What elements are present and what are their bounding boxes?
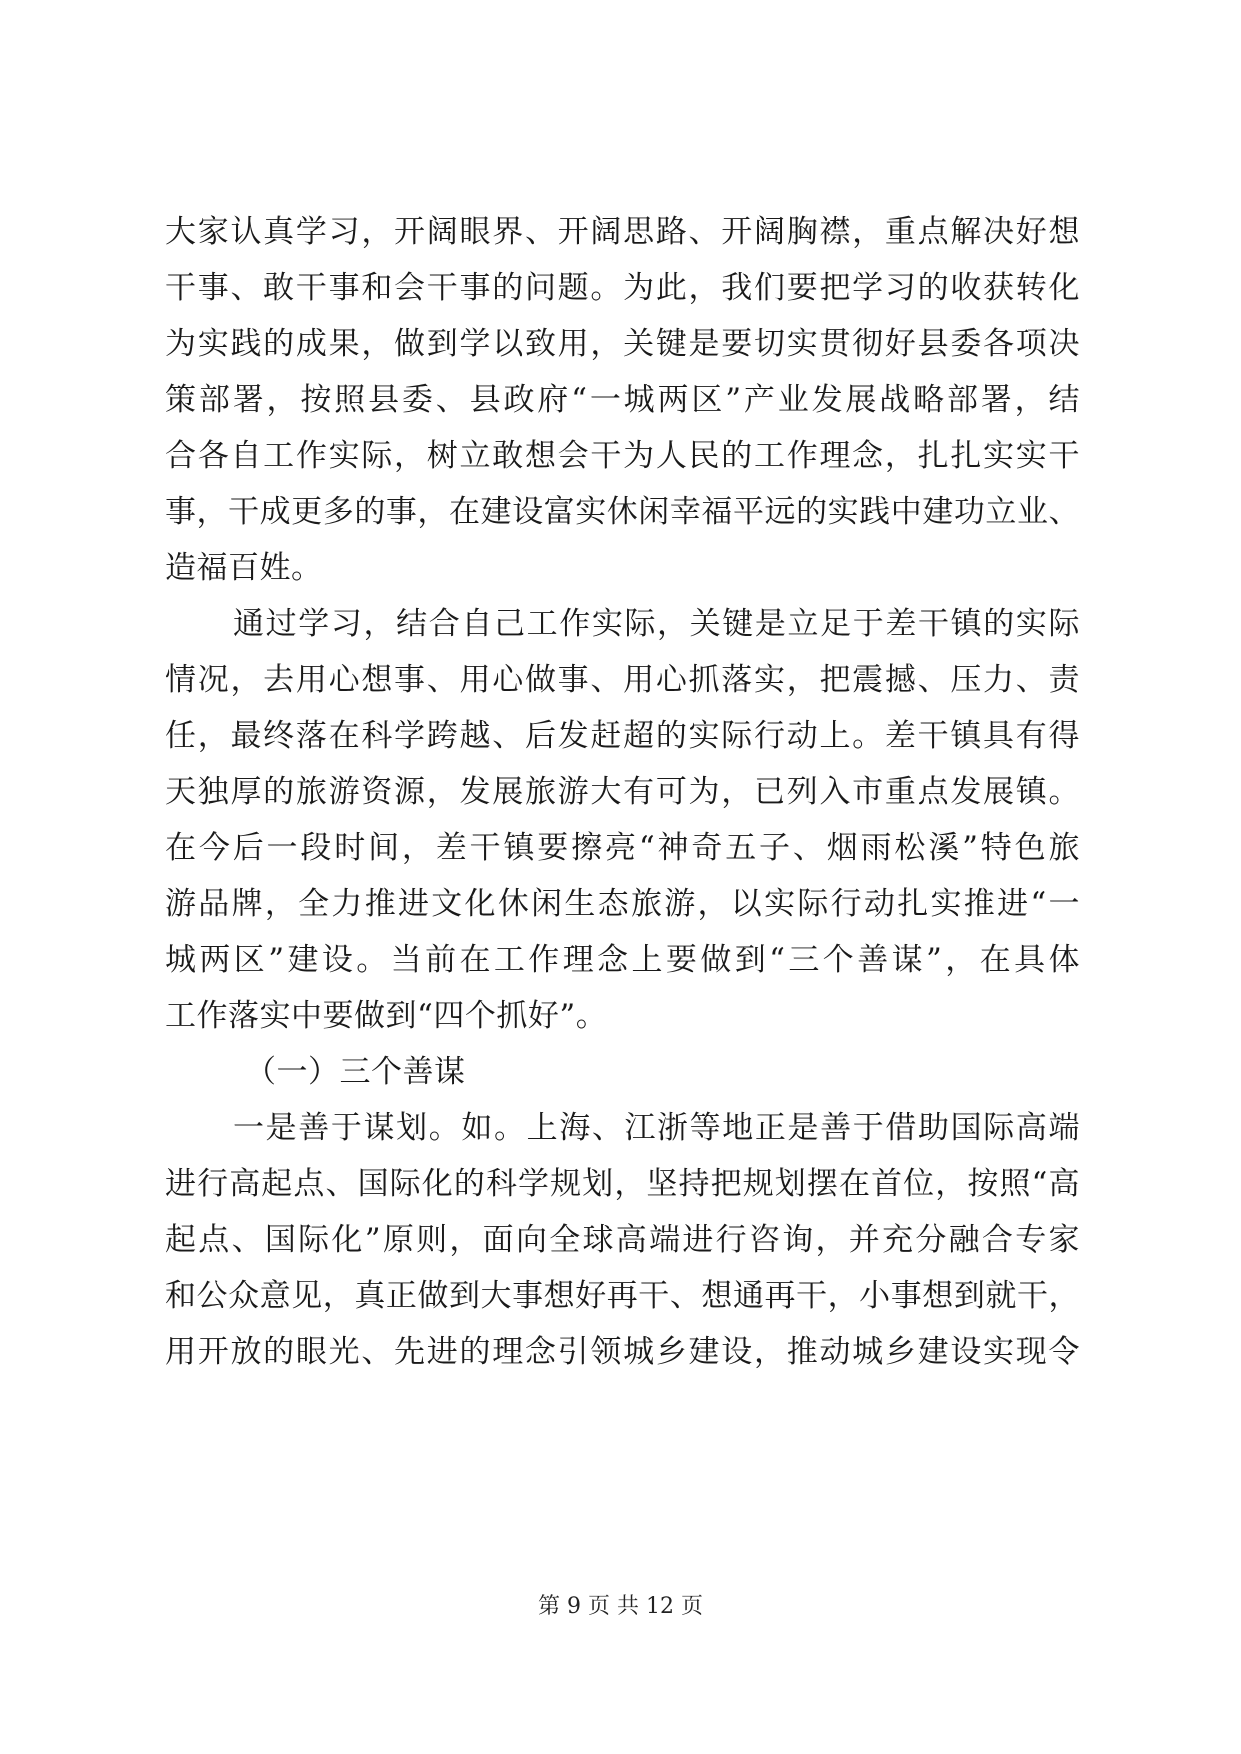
paragraph-line: 和公众意见，真正做到大事想好再干、想通再干，小事想到就干， (165, 1278, 1080, 1314)
paragraph-line: 造福百姓。 (165, 550, 323, 586)
paragraph-line: 干事、敢干事和会干事的问题。为此，我们要把学习的收获转化 (165, 270, 1080, 306)
paragraph-line: 起点、国际化”原则，面向全球高端进行咨询，并充分融合专家 (165, 1222, 1080, 1258)
paragraph-line: 事，干成更多的事，在建设富实休闲幸福平远的实践中建功立业、 (165, 494, 1080, 530)
paragraph-line: 工作落实中要做到“四个抓好”。 (165, 998, 608, 1034)
paragraph-line: 城两区”建设。当前在工作理念上要做到“三个善谋”，在具体 (165, 942, 1080, 978)
paragraph-line: 一是善于谋划。如。上海、江浙等地正是善于借助国际高端 (233, 1110, 1080, 1146)
paragraph-line: 大家认真学习，开阔眼界、开阔思路、开阔胸襟，重点解决好想 (165, 214, 1080, 250)
paragraph-line: 用开放的眼光、先进的理念引领城乡建设，推动城乡建设实现令 (165, 1334, 1080, 1370)
paragraph-line: 在今后一段时间，差干镇要擦亮“神奇五子、烟雨松溪”特色旅 (165, 830, 1080, 866)
paragraph-line: 游品牌，全力推进文化休闲生态旅游，以实际行动扎实推进“一 (165, 886, 1080, 922)
section-heading: （一）三个善谋 (245, 1054, 466, 1090)
paragraph-line: 任，最终落在科学跨越、后发赶超的实际行动上。差干镇具有得 (165, 718, 1080, 754)
paragraph-line: 情况，去用心想事、用心做事、用心抓落实，把震撼、压力、责 (165, 662, 1080, 698)
page-number-footer: 第 9 页 共 12 页 (538, 1594, 703, 1619)
paragraph-line: 天独厚的旅游资源，发展旅游大有可为，已列入市重点发展镇。 (165, 774, 1080, 810)
paragraph-line: 合各自工作实际，树立敢想会干为人民的工作理念，扎扎实实干 (165, 438, 1080, 474)
paragraph-line: 为实践的成果，做到学以致用，关键是要切实贯彻好县委各项决 (165, 326, 1080, 362)
paragraph-line: 进行高起点、国际化的科学规划，坚持把规划摆在首位，按照“高 (165, 1166, 1080, 1202)
paragraph-line: 通过学习，结合自己工作实际，关键是立足于差干镇的实际 (233, 606, 1080, 642)
paragraph-line: 策部署，按照县委、县政府“一城两区”产业发展战略部署，结 (165, 382, 1080, 418)
